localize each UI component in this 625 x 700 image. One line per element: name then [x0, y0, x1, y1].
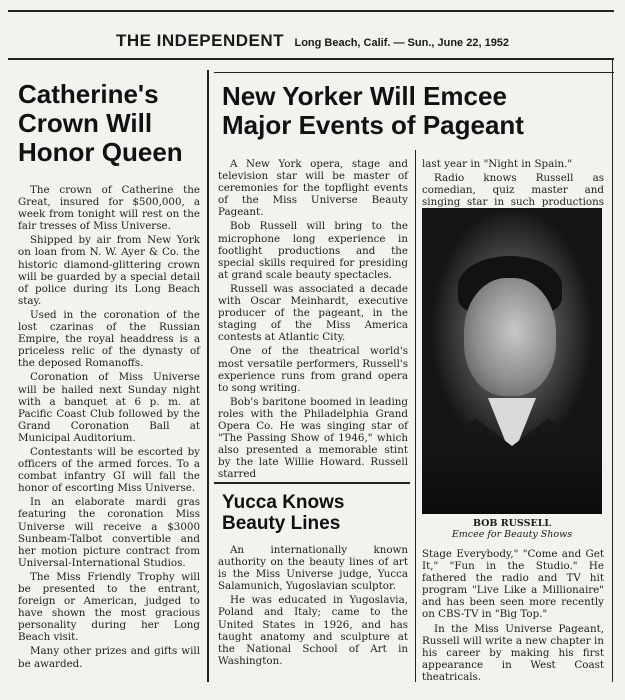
headline-line: New Yorker Will Emcee — [222, 81, 507, 111]
paragraph: Bob's baritone boomed in leading roles with the Philadelphia Grand Opera Co. He was singing star of "The Passing Show of 1946," which also presented a memorable stint by the late Willie Howard. Russell starred — [218, 395, 408, 481]
left-article-body — [18, 184, 200, 672]
paragraph: In an elaborate mardi gras featuring the coronation Miss Universe will receive a $3000 Sunbeam-Talbot convertible and her motion picture contract from Universal-International Studios. — [18, 496, 200, 569]
paragraph: Used in the coronation of the lost czarinas of the Russian Empire, the royal headdress is a priceless relic of the dynasty of the deposed Romanoffs. — [18, 308, 200, 370]
masthead-top-rule — [8, 10, 614, 12]
masthead-bottom-rule — [8, 58, 614, 60]
yucca-article-body — [218, 544, 408, 669]
main-article-headline — [222, 82, 612, 140]
main-article-column-2-bottom — [422, 548, 604, 685]
paragraph: Stage Everybody," "Come and Get It," "Fun in the Studio." He fathered the radio and TV hit program "Live Like a Millionaire" and has been seen more recently on CBS-TV in "Big Top." — [422, 548, 604, 621]
paragraph: Bob Russell will bring to the microphone long experience in footlight productions and the special skills required for presiding at grand scale beauty spectacles. — [218, 220, 408, 281]
caption-name: BOB RUSSELL — [472, 518, 552, 529]
headline-line: Honor Queen — [18, 137, 183, 168]
paragraph: The Miss Friendly Trophy will be presented to the entrant, foreign or American, judged to have shown the most gracious personality during her Long Beach visit. — [18, 570, 200, 644]
photo-caption — [422, 518, 602, 540]
column-divider-left — [207, 70, 209, 682]
main-article-column-1 — [218, 158, 408, 482]
headline-line: Major Events of Pageant — [222, 110, 524, 141]
paragraph: A New York opera, stage and television star will be master of ceremonies for the topflight events of the Miss Universe Beauty Pageant. — [218, 158, 408, 219]
main-article-top-rule — [214, 72, 614, 73]
paragraph: An internationally known authority on the beauty lines of art is the Miss Universe judge, Yucca Salamunich, Yugoslavian sculptor. — [218, 544, 408, 593]
paragraph: Contestants will be escorted by officers of the armed forces. To a combat infantry GI will fall the honor of escorting Miss Universe. — [18, 445, 200, 495]
headline-line: Catherine's — [18, 79, 159, 109]
yucca-article-headline — [222, 492, 410, 535]
paragraph: The crown of Catherine the Great, insured for $500,000, a week from tonight will rest on the fair tresses of Miss Universe. — [18, 184, 200, 233]
paragraph: In the Miss Universe Pageant, Russell will write a new chapter in his career by making his first appearance in West Coast theatricals. — [422, 622, 604, 683]
paragraph: He was educated in Yugoslavia, Poland and Italy; came to the United States in 1926, and has taught anatomy and sculpture at the National School of Art in Washington. — [218, 594, 408, 667]
paragraph: Shipped by air from New York on loan from N. W. Ayer & Co. the historic diamond-glittering crown will be guarded by a special detail of police during its Long Beach stay. — [18, 234, 200, 307]
headline-line: Crown Will — [18, 108, 153, 139]
page-right-rule — [612, 60, 613, 682]
paragraph: Russell was associated a decade with Oscar Meinhardt, executive producer of the pageant, in the staging of the Miss America contests at Atlantic City. — [218, 282, 408, 344]
paragraph: last year in "Night in Spain." — [422, 158, 573, 170]
masthead — [0, 31, 625, 51]
photo-face — [464, 278, 556, 396]
headline-line: Beauty Lines — [222, 513, 341, 535]
paragraph: One of the theatrical world's most versatile performers, Russell's experience runs from grand opera to song writing. — [218, 345, 408, 394]
newspaper-name: THE INDEPENDENT — [115, 31, 285, 50]
paragraph: Radio knows Russell as comedian, quiz master and singing star in such productions — [422, 172, 604, 209]
paragraph: Coronation of Miss Universe will be hailed next Sunday night with a banquet at 6 p. m. at Pacific Coast Club followed by the Grand Coronation Ball at Municipal Auditorium. — [18, 371, 200, 444]
dateline: Long Beach, Calif. — Sun., June 22, 1952 — [294, 37, 510, 49]
column-divider-inner — [415, 150, 416, 682]
bob-russell-photo — [422, 208, 602, 514]
left-article-headline — [18, 80, 204, 167]
headline-line: Yucca Knows — [222, 492, 345, 513]
caption-role: Emcee for Beauty Shows — [451, 529, 573, 540]
paragraph: Many other prizes and gifts will be awarded. — [18, 645, 200, 670]
